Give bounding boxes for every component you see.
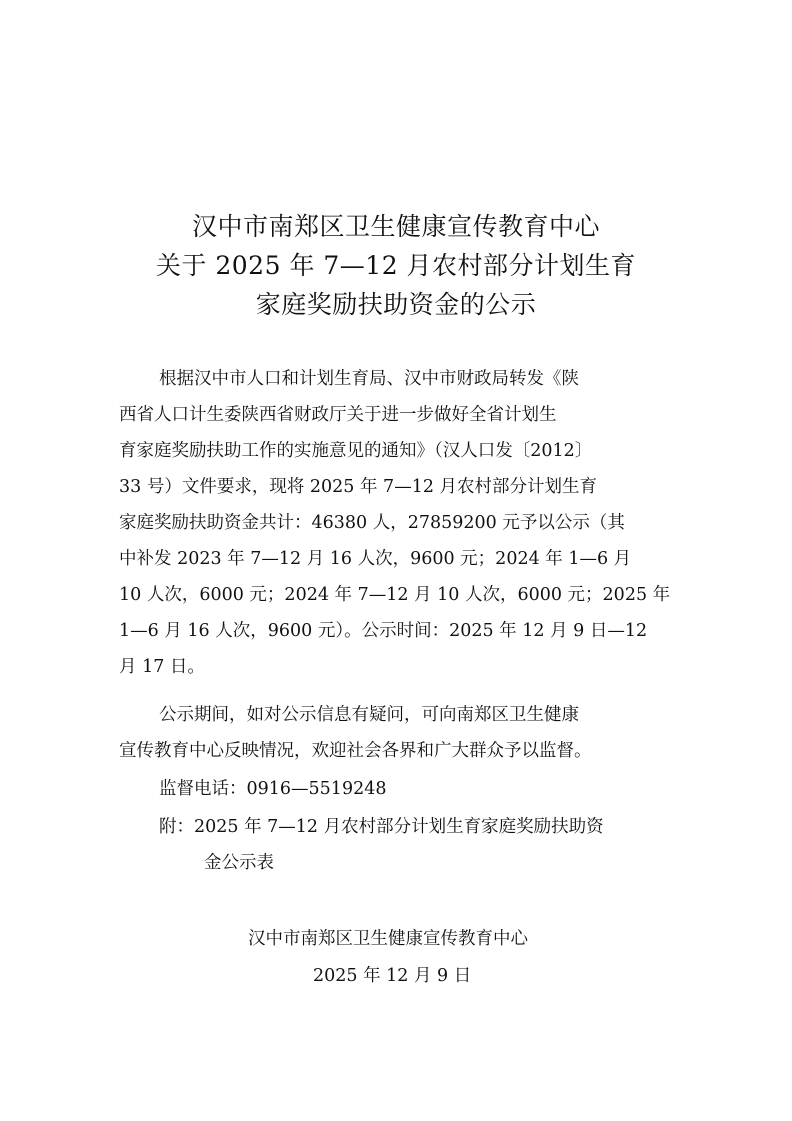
paragraph-line: 10 人次，6000 元；2024 年 7—12 月 10 人次，6000 元；2025 年 <box>119 585 671 605</box>
paragraph-line: 宣传教育中心反映情况，欢迎社会各界和广大群众予以监督。 <box>119 741 592 761</box>
paragraph-line: 西省人口计生委陕西省财政厅关于进一步做好全省计划生 <box>119 405 557 425</box>
signature-org: 汉中市南郑区卫生健康宣传教育中心 <box>248 929 528 949</box>
paragraph-line: 月 17 日。 <box>119 657 205 677</box>
paragraph-line: 家庭奖励扶助资金共计：46380 人，27859200 元予以公示（其 <box>119 513 625 533</box>
paragraph-line: 公示期间，如对公示信息有疑问，可向南郑区卫生健康 <box>159 705 579 725</box>
attachment-line: 附：2025 年 7—12 月农村部分计划生育家庭奖励扶助资 <box>159 817 604 837</box>
title-line-3: 家庭奖励扶助资金的公示 <box>255 290 537 319</box>
title-line-1: 汉中市南郑区卫生健康宣传教育中心 <box>191 212 600 241</box>
paragraph-line: 育家庭奖励扶助工作的实施意见的通知》（汉人口发〔2012〕 <box>119 441 593 461</box>
attachment-line: 金公示表 <box>204 853 274 873</box>
supervision-phone: 监督电话：0916—5519248 <box>159 779 387 799</box>
paragraph-line: 33 号）文件要求，现将 2025 年 7—12 月农村部分计划生育 <box>119 477 598 497</box>
paragraph-line: 根据汉中市人口和计划生育局、汉中市财政局转发《陕 <box>159 369 579 389</box>
title-line-2: 关于 2025 年 7—12 月农村部分计划生育 <box>155 251 637 280</box>
paragraph-line: 1—6 月 16 人次，9600 元）。公示时间：2025 年 12 月 9 日—12 <box>119 621 648 641</box>
paragraph-line: 中补发 2023 年 7—12 月 16 人次，9600 元；2024 年 1—6 月 <box>119 549 632 569</box>
signature-date: 2025 年 12 月 9 日 <box>313 966 472 986</box>
